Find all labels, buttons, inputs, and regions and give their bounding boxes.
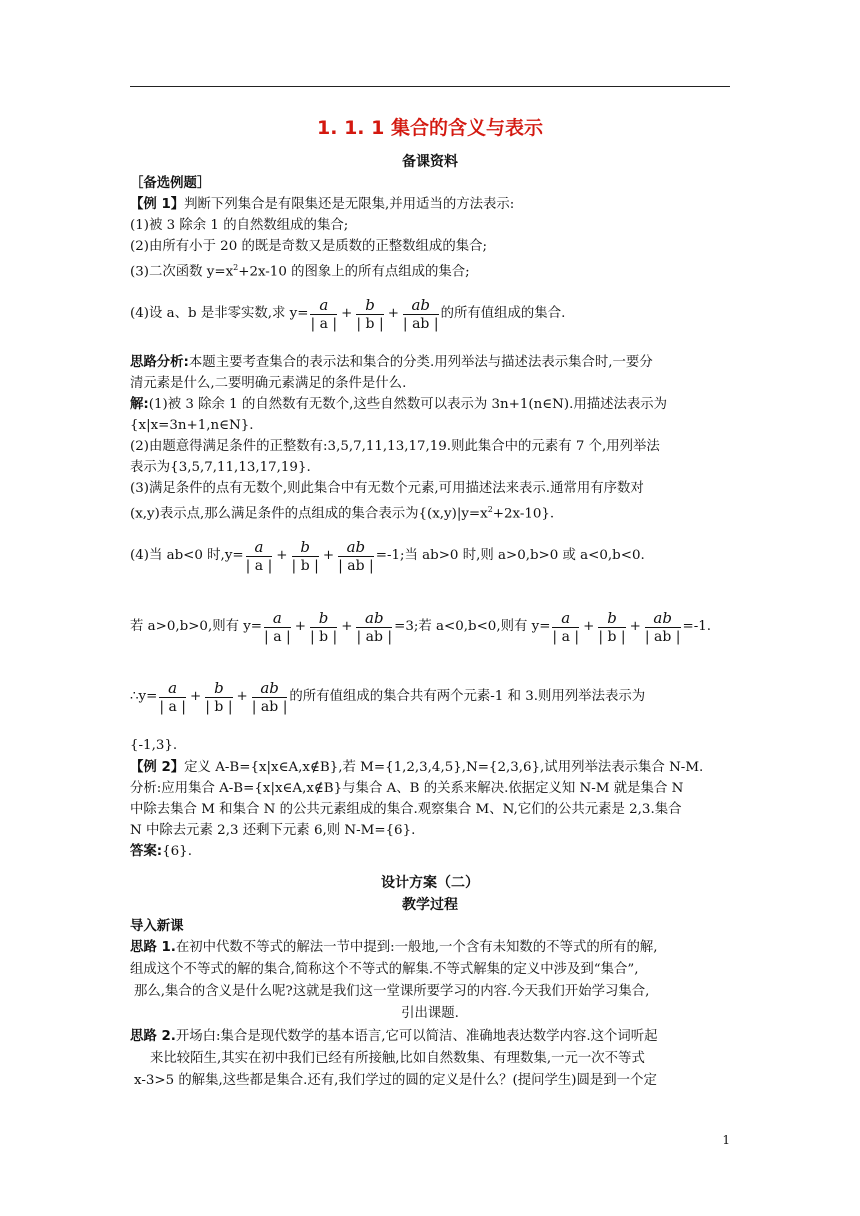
- analysis-line-2: 清元素是什么,二要明确元素满足的条件是什么.: [130, 376, 407, 391]
- analysis-label: 思路分析:: [130, 355, 189, 370]
- example1-text: 判断下列集合是有限集还是无限集,并用适当的方法表示:: [184, 197, 515, 212]
- idea2-line-2: 来比较陌生,其实在初中我们已经有所接触,比如自然数集、有理数集,一元一次不等式: [150, 1051, 645, 1066]
- fraction-a-over-abs-a: $\frac{a}{| a |}$: [310, 296, 338, 332]
- design-plan-title: 设计方案（二）: [381, 875, 479, 891]
- example2-analysis-2: 中除去集合 M 和集合 N 的公共元素组成的集合.观察集合 M、N,它们的公共元素是 2,3.集合: [130, 802, 682, 817]
- plus-sign: +: [629, 619, 641, 635]
- fraction-ab-over-abs-ab: $\frac{ab}{| ab |}$: [338, 538, 374, 574]
- plus-sign: +: [341, 306, 353, 322]
- teaching-process-title: 教学过程: [402, 897, 458, 913]
- fraction-a-over-abs-a: $\frac{a}{| a |}$: [552, 609, 580, 645]
- idea1-line-4: 引出课题.: [401, 1006, 459, 1021]
- example2-analysis-3: N 中除去元素 2,3 还剩下元素 6,则 N-M={6}.: [130, 823, 416, 838]
- fraction-ab-over-abs-ab: $\frac{ab}{| ab |}$: [251, 679, 288, 715]
- example2-statement: [130, 758, 730, 779]
- solution-line-conclusion: [130, 679, 730, 716]
- plus-sign: +: [322, 548, 335, 564]
- idea1-text-1: 在初中代数不等式的解法一节中提到:一般地,一个含有未知数的不等式的所有的解,: [175, 940, 658, 955]
- plus-sign: +: [583, 619, 595, 635]
- superscript-2: 2: [233, 263, 239, 272]
- idea1-line-3: 那么,集合的含义是什么呢?这就是我们这一堂课所要学习的内容.今天我们开始学习集合,: [134, 984, 650, 999]
- solution-line-final: {-1,3}.: [130, 738, 178, 753]
- plus-sign: +: [341, 619, 353, 635]
- q3-part-a: (3)二次函数 y=x: [130, 264, 234, 280]
- s5-part-b: =3;若 a<0,b<0,则有 y=: [394, 619, 551, 635]
- q4-part-a: (4)设 a、b 是非零实数,求 y=: [130, 306, 309, 322]
- plus-sign: +: [294, 619, 306, 635]
- example1-q2: (2)由所有小于 20 的既是奇数又是质数的正整数组成的集合;: [130, 239, 488, 254]
- analysis-text-1: 本题主要考查集合的表示法和集合的分类.用列举法与描述法表示集合时,一要分: [188, 355, 653, 370]
- s4-part-a: (4)当 ab<0 时,y=: [130, 548, 244, 564]
- idea1-line-1: [130, 938, 730, 959]
- solution-label: 解:: [130, 397, 149, 412]
- idea2-line-1: [130, 1027, 730, 1048]
- fraction-b-over-abs-b: $\frac{b}{| b |}$: [356, 296, 384, 332]
- plus-sign: +: [276, 548, 288, 564]
- idea2-label: 思路 2.: [130, 1029, 176, 1044]
- solution-line-3: (2)由题意得满足条件的正整数有:3,5,7,11,13,17,19.则此集合中的元素有 7 个,用列举法: [130, 439, 660, 454]
- fraction-b-over-abs-b: $\frac{b}{| b |}$: [598, 609, 626, 645]
- fraction-a-over-abs-a: $\frac{a}{| a |}$: [159, 679, 186, 715]
- s3-part-c: +2x-10}.: [492, 506, 555, 522]
- example1-q4: [130, 296, 730, 333]
- answer-value: {6}.: [162, 844, 192, 859]
- s4-part-b: =-1;当 ab>0 时,则 a>0,b>0 或 a<0,b<0.: [375, 548, 645, 564]
- example1-statement: [130, 195, 730, 216]
- superscript-2: 2: [487, 505, 493, 514]
- example2-text: 定义 A-B={x|x∈A,x∉B},若 M={1,2,3,4,5},N={2,3,6},试用列举法表示集合 N-M.: [184, 760, 704, 775]
- fraction-ab-over-abs-ab: $\frac{ab}{| ab |}$: [402, 296, 439, 332]
- solution-line-2: {x|x=3n+1,n∈N}.: [130, 418, 254, 433]
- s5-part-a: 若 a>0,b>0,则有 y=: [130, 619, 263, 635]
- solution-text-1: (1)被 3 除余 1 的自然数有无数个,这些自然数可以表示为 3n+1(n∈N).用描述法表示为: [148, 397, 668, 412]
- page-title: 1. 1. 1 集合的含义与表示: [317, 117, 543, 139]
- solution-line-case5: [130, 609, 730, 646]
- q4-part-b: 的所有值组成的集合.: [440, 306, 566, 322]
- example2-analysis-1: 分析:应用集合 A-B={x|x∈A,x∉B}与集合 A、B 的关系来解决.依据定义知 N-M 就是集合 N: [130, 781, 684, 796]
- idea2-text-1: 开场白:集合是现代数学的基本语言,它可以简洁、准确地表达数学内容.这个词听起: [175, 1029, 658, 1044]
- section-heading: ［备选例题］: [130, 176, 211, 191]
- example2-label: 【例 2】: [130, 760, 185, 775]
- solution-line-6: [130, 500, 730, 525]
- example1-label: 【例 1】: [130, 197, 185, 212]
- s3-part-b: (x,y)表示点,那么满足条件的点组成的集合表示为{(x,y)|y=x: [130, 506, 488, 522]
- solution-line-4: 表示为{3,5,7,11,13,17,19}.: [130, 460, 311, 475]
- plus-sign: +: [190, 689, 202, 705]
- example1-q1: (1)被 3 除余 1 的自然数组成的集合;: [130, 218, 349, 233]
- q3-part-b: +2x-10 的图象上的所有点组成的集合;: [238, 264, 470, 280]
- idea1-label: 思路 1.: [130, 940, 176, 955]
- plus-sign: +: [387, 306, 399, 322]
- s6-part-b: 的所有值组成的集合共有两个元素-1 和 3.则用列举法表示为: [289, 689, 646, 705]
- analysis-line-1: [130, 353, 730, 374]
- fraction-a-over-abs-a: $\frac{a}{| a |}$: [264, 609, 291, 645]
- fraction-ab-over-abs-ab: $\frac{ab}{| ab |}$: [644, 609, 681, 645]
- subtitle-prep-materials: 备课资料: [402, 154, 458, 170]
- solution-line-case4: [130, 538, 730, 575]
- fraction-a-over-abs-a: $\frac{a}{| a |}$: [245, 538, 273, 574]
- header-rule: [130, 86, 730, 87]
- idea2-line-3: x-3>5 的解集,这些都是集合.还有,我们学过的圆的定义是什么？(提问学生)圆是到一个定: [134, 1073, 657, 1088]
- fraction-b-over-abs-b: $\frac{b}{| b |}$: [205, 679, 233, 715]
- fraction-b-over-abs-b: $\frac{b}{| b |}$: [309, 609, 338, 645]
- intro-heading: 导入新课: [130, 919, 184, 934]
- s6-part-a: ∴y=: [130, 689, 158, 705]
- fraction-b-over-abs-b: $\frac{b}{| b |}$: [291, 538, 319, 574]
- example1-q3: [130, 258, 730, 283]
- s5-part-c: =-1.: [682, 619, 712, 635]
- answer-label: 答案:: [130, 844, 163, 859]
- solution-line-5: (3)满足条件的点有无数个,则此集合中有无数个元素,可用描述法来表示.通常用有序数对: [130, 481, 644, 496]
- solution-line-1: [130, 395, 730, 416]
- example2-answer: [130, 842, 730, 863]
- idea1-line-2: 组成这个不等式的解的集合,简称这个不等式的解集.不等式解集的定义中涉及到“集合”,: [130, 962, 639, 977]
- page-number: 1: [722, 1133, 730, 1147]
- plus-sign: +: [236, 689, 248, 705]
- fraction-ab-over-abs-ab: $\frac{ab}{| ab |}$: [356, 609, 393, 645]
